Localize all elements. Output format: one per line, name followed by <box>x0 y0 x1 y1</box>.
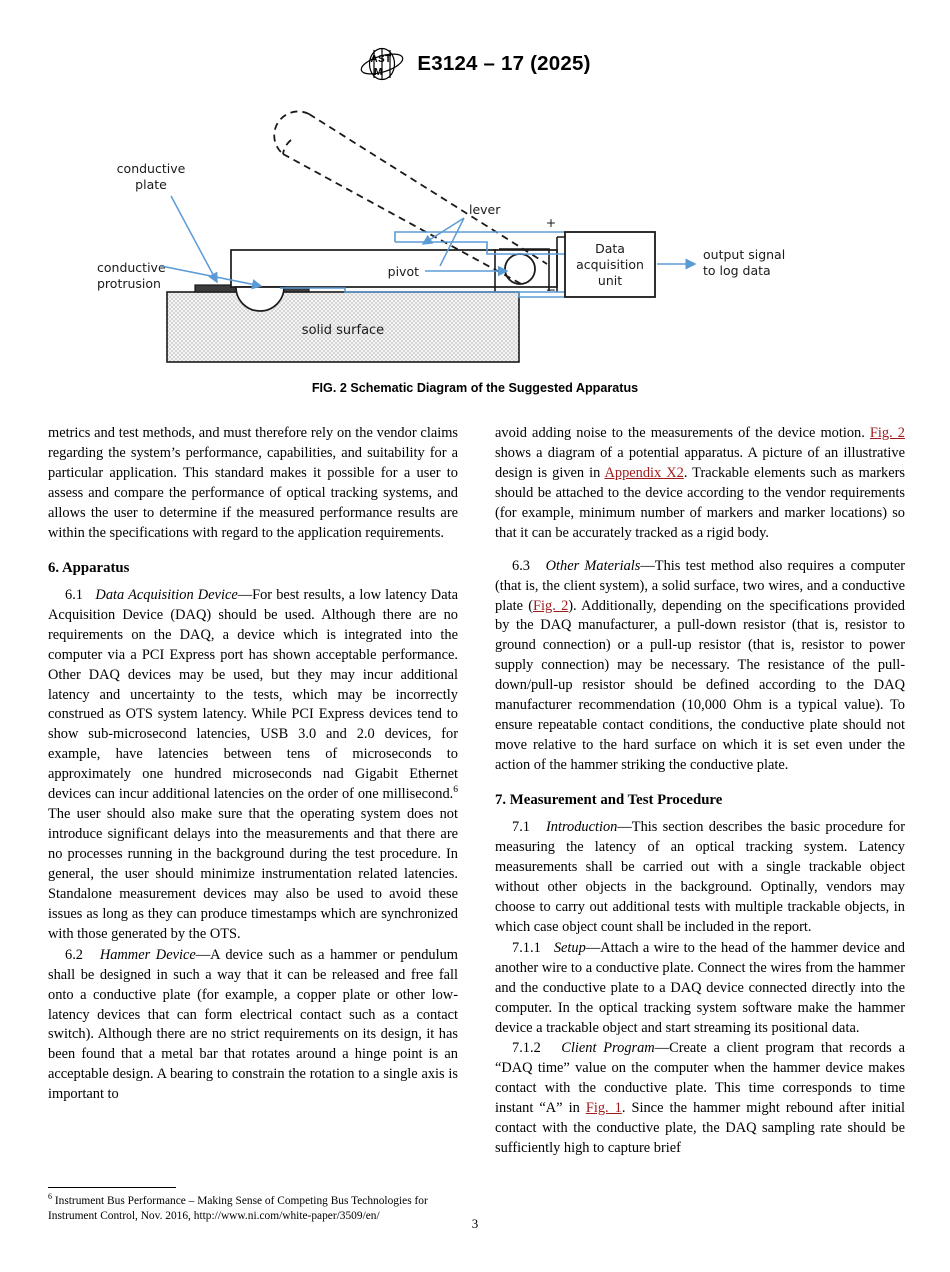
pivot-circle <box>505 254 535 284</box>
conductive-protrusion-label-line1: conductive <box>97 260 166 275</box>
terminal-positive-label: + <box>545 215 557 230</box>
term-7-1-1: Setup <box>553 939 586 956</box>
term-7-1-2: Client Program <box>561 1040 655 1057</box>
standard-designation: E3124 – 17 (2025) <box>417 52 591 75</box>
paragraph-6-3 <box>495 557 905 776</box>
term-6-3: Other Materials <box>545 557 641 574</box>
paragraph-6-1-body-b: The user should also make sure that the operating system does not introduce significant delays into the measurements and that there are no processes running in the background during the test procedure. In general, the user should minimize instrumentation related latencies. Standalone measurement devices may also be used to avoid these issues as long as they can produce timestamps which are synchronized with those generated by the OTS. <box>48 806 458 942</box>
daq-label-line1: Data <box>595 241 625 256</box>
paragraph-top-right <box>495 424 905 544</box>
apparatus-schematic-svg <box>95 86 855 378</box>
para-top-text-c: . Trackable elements such as markers should be attached to the device according to the vendor requirements (for example, minimum number of markers and marker locations) so that it can be accurately tracked as a rigid body. <box>495 464 905 541</box>
body-columns <box>48 424 904 1224</box>
para-top-text-b: shows a diagram of a potential apparatus. A picture of an illustrative design is given in <box>495 444 905 481</box>
section-number-7-1: 7.1 <box>512 819 530 836</box>
page-number: 3 <box>471 1216 479 1231</box>
term-6-2: Hammer Device <box>99 946 196 963</box>
daq-label-line3: unit <box>597 273 623 288</box>
svg-text:A: A <box>370 54 379 65</box>
terminal-negative-label: − <box>545 282 557 297</box>
footnote-marker-inline: 6 <box>453 785 458 796</box>
paragraph-7-1-body: —This section describes the basic procedure for measuring the latency of an optical tracking system. Latency measurements shall be carried out with a single trackable object without other objects in the background. Optinally, vendors may choose to carry out additional tests with multiple trackable objects, in which case object count shall be included in the report. <box>495 819 906 935</box>
paragraph-7-1-1-body: —Attach a wire to the head of the hammer device and another wire to a conductive plate. Connect the wires from the hammer and the conductive plate to a DAQ device connected directly into the computer. In the optical tracking system software make the hammer device a trackable object and start streaming its positional data. <box>495 939 905 1036</box>
paragraph-6-2 <box>48 946 458 1106</box>
solid-surface-label: solid surface <box>301 323 385 338</box>
conductive-protrusion-label-line2: protrusion <box>97 276 161 291</box>
xref-fig-1[interactable]: Fig. 1 <box>585 1100 622 1117</box>
paragraph-7-1 <box>495 818 905 938</box>
lever-label: lever <box>469 202 501 217</box>
section-number-6-1: 6.1 <box>65 586 83 603</box>
conductive-plate-label-line1: conductive <box>116 161 186 176</box>
astm-logo-icon <box>359 46 405 82</box>
wire-hammer-to-daq-seg2 <box>395 232 507 242</box>
footnote-number: 6 <box>48 1191 52 1201</box>
figure-2 <box>0 86 950 395</box>
output-signal-label-line1: output signal <box>703 247 786 262</box>
daq-label-line2: acquisition <box>576 257 644 272</box>
heading-section-6: 6. Apparatus <box>48 559 130 576</box>
paragraph-6-3-body-b: ). Additionally, depending on the specifications provided by the DAQ manufacturer, a pull-down resistor (that is, resistor to ground connection) or a pull-up resistor (that is, resistor to power supply connection) may be necessary. The resistance of the pull-down/pull-up resistor should be defined according to the DAQ manufacturer recommendation (10,000 Ohm is a typical value). To ensure repeatable contact conditions, the conductive plate should not move relative to the hard surface on which it is set even under the action of the hammer striking the conductive plate. <box>495 597 905 773</box>
heading-section-7: 7. Measurement and Test Procedure <box>495 791 723 808</box>
section-number-6-2: 6.2 <box>65 946 83 963</box>
para-top-text-a: avoid adding noise to the measurements of the device motion. <box>495 425 870 441</box>
svg-text:S: S <box>378 54 386 65</box>
paragraph-7-1-2-body-a: —Create a client program that records a “DAQ time” value on the computer when the hammer device makes contact with the conductive plate. This time corresponds to time instant “A” in <box>495 1040 905 1117</box>
footnote-body: Instrument Bus Performance – Making Sense of Competing Bus Technologies for Instrument Control, Nov. 2016, http://www.ni.com/white-paper/3509/en/ <box>48 1194 428 1222</box>
section-number-6-3: 6.3 <box>512 557 530 574</box>
paragraph-6-2-body: —A device such as a hammer or pendulum shall be designed in such a way that it can be released and free fall onto a conductive plate (for example, a copper plate or other low-latency devices that can form electrical contact such as a contact switch). Although there are no strict requirements on its design, it has been found that a metal bar that rotates around a hinge point is an acceptable design. A bearing to constrain the rotation to a single axis is important to <box>48 946 458 1103</box>
term-6-1: Data Acquisition Device <box>95 586 238 603</box>
svg-text:T: T <box>385 54 392 65</box>
section-number-7-1-2: 7.1.2 <box>512 1040 541 1057</box>
pivot-label: pivot <box>387 264 419 279</box>
section-number-7-1-1: 7.1.1 <box>512 939 541 956</box>
footnote-rule <box>48 1187 176 1188</box>
paragraph-6-1 <box>48 586 458 945</box>
paragraph-7-1-2 <box>495 1039 905 1159</box>
output-signal-label-line2: to log data <box>703 263 771 278</box>
page-header <box>0 46 950 82</box>
xref-appendix-x2[interactable]: Appendix X2 <box>604 464 684 481</box>
term-7-1: Introduction <box>545 819 618 836</box>
xref-fig-2-b[interactable]: Fig. 2 <box>533 597 569 614</box>
conductive-plate-label-line2: plate <box>135 177 167 192</box>
right-column <box>495 424 905 1224</box>
paragraph-continued: metrics and test methods, and must therefore rely on the vendor claims regarding the system’s performance, capabilities, and suitability for a particular application. This standard makes it possible for a user to assess and compare the performance of optical tracking systems, and allows the user to determine if the measured performance results are within the specifications with regard to the application requirements. <box>48 425 458 541</box>
paragraph-6-1-body-a: —For best results, a low latency Data Acquisition Device (DAQ) should be used. Although there are no requirements on the DAQ, a device which is integrated into the computer via a PCI Express port has shown acceptable performance. Other DAQ devices may be used, but they may incur additional latency and uncertainty to the tests, which may be incorrectly construed as OTS system latency. While PCI Express devices tend to show sub-microsecond latencies, USB 3.0 and 2.0 devices, for example, have latencies between tens of microseconds to approximately one hundred microseconds nad Gigabit Ethernet devices can incur additional latencies on the order of one millisecond. <box>48 586 458 803</box>
svg-text:M: M <box>374 67 383 78</box>
paragraph-7-1-1 <box>495 939 905 1039</box>
paragraph-7-1-2-body-b: . Since the hammer might rebound after initial contact with the conductive plate, the DAQ sampling rate should be sufficiently high to capture brief <box>495 1100 906 1157</box>
paragraph-6-3-body-a: —This test method also requires a computer (that is, the client system), a solid surface, two wires, and a conductive plate ( <box>495 557 905 614</box>
figure-caption: FIG. 2 Schematic Diagram of the Suggested Apparatus <box>311 381 639 395</box>
xref-fig-2-a[interactable]: Fig. 2 <box>869 425 905 441</box>
left-column <box>48 424 458 1224</box>
